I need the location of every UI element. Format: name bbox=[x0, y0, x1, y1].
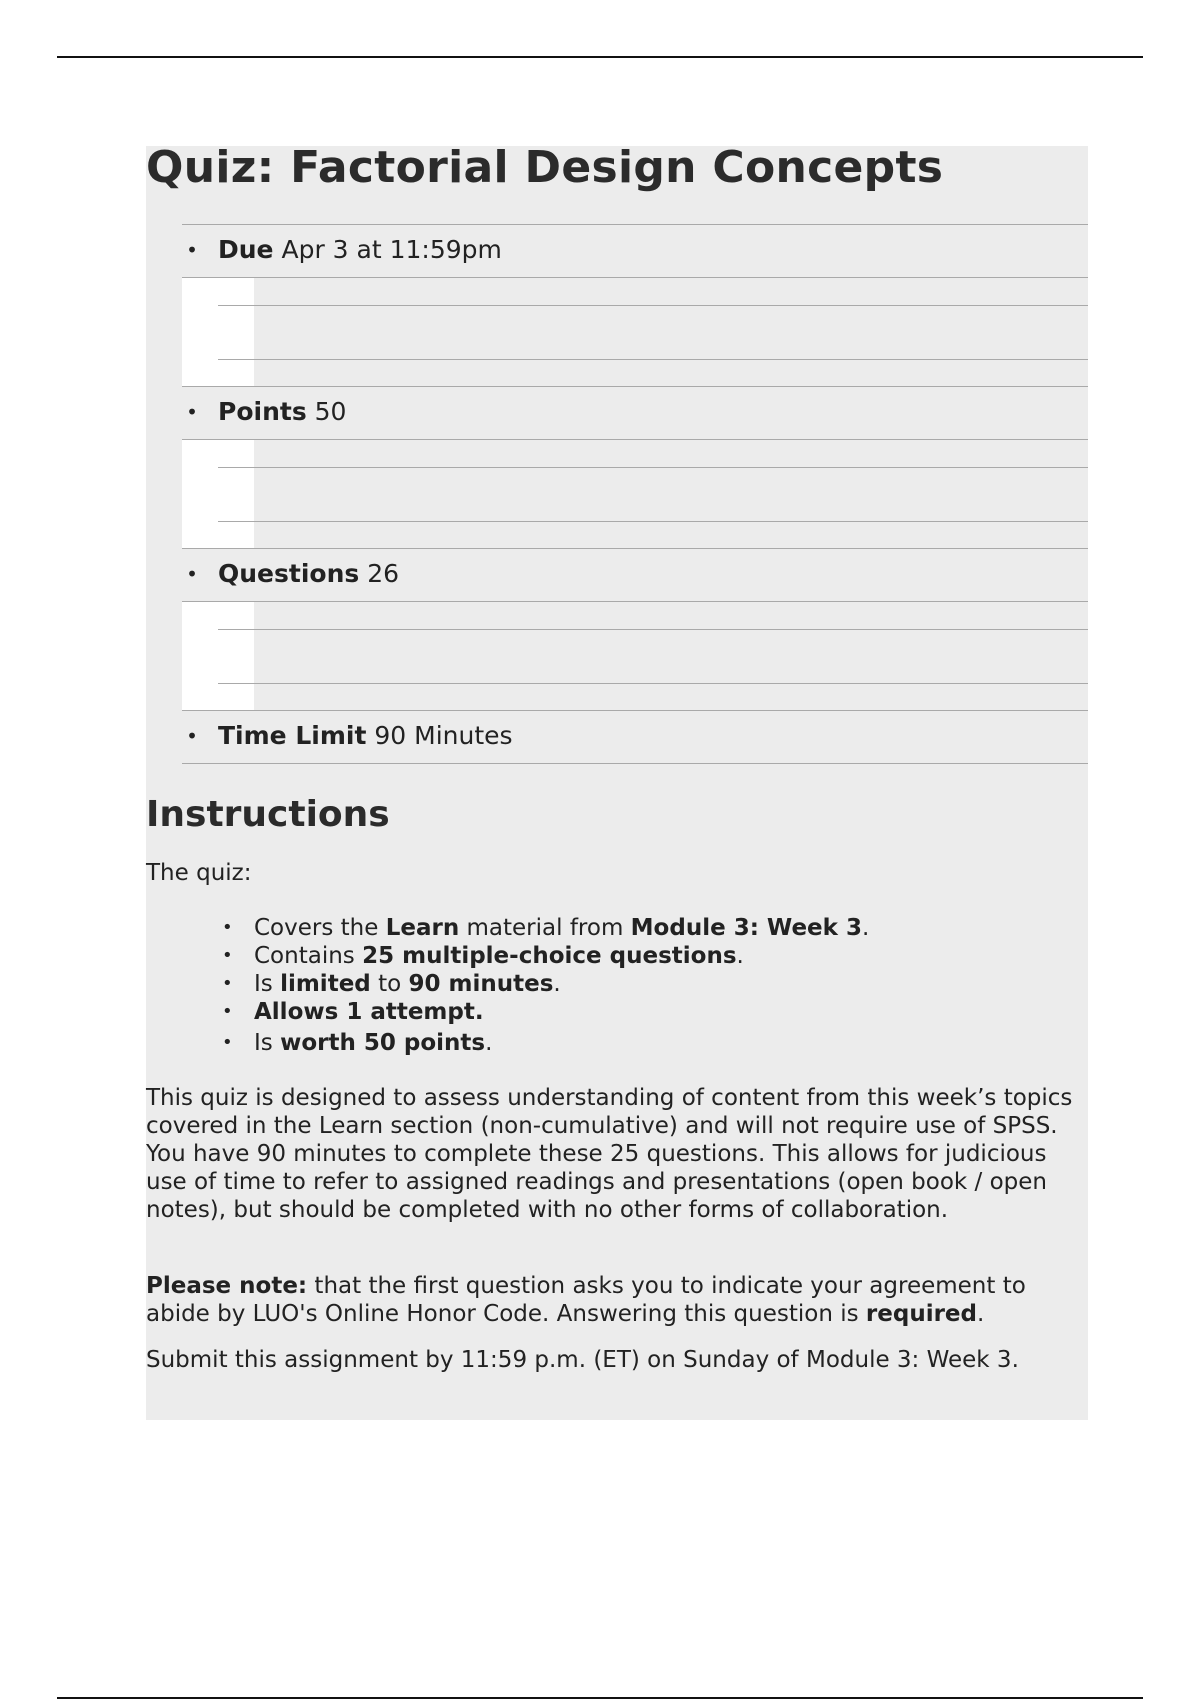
row-divider bbox=[218, 683, 1088, 684]
detail-label: Time Limit bbox=[218, 721, 367, 750]
description-paragraph: This quiz is designed to assess understanding of content from this week’s topics covered in the Learn section (non-cumulative) and will not require use of SPSS. You have 90 minutes to complete these 25 questions. This allows for judicious use of time to refer to assigned readings and presentations (open book / open notes), but should be completed with no other forms of collaboration. bbox=[146, 1085, 1073, 1223]
detail-due bbox=[182, 224, 1088, 278]
detail-points bbox=[182, 386, 1088, 440]
bullet-icon: • bbox=[186, 238, 198, 262]
detail-value: 26 bbox=[367, 559, 400, 588]
row-divider bbox=[218, 305, 1088, 306]
bullet-icon: • bbox=[186, 562, 198, 586]
bottom-divider bbox=[57, 1697, 1143, 1699]
detail-time-limit bbox=[182, 710, 1088, 764]
detail-label: Points bbox=[218, 397, 307, 426]
list-item: • Is worth 50 points. bbox=[222, 1030, 493, 1056]
row-divider bbox=[218, 521, 1088, 522]
instructions-list bbox=[222, 914, 869, 1057]
row-divider bbox=[218, 629, 1088, 630]
detail-questions bbox=[182, 548, 1088, 602]
row-divider bbox=[218, 467, 1088, 468]
list-item: • Covers the Learn material from Module 3: Week 3. bbox=[222, 915, 870, 941]
instructions-heading: Instructions bbox=[146, 794, 390, 835]
bullet-icon: • bbox=[222, 945, 233, 966]
list-item: • Allows 1 attempt. bbox=[222, 999, 484, 1025]
bullet-icon: • bbox=[222, 973, 233, 994]
top-divider bbox=[57, 56, 1143, 58]
list-item: • Is limited to 90 minutes. bbox=[222, 971, 561, 997]
note-paragraph: Please note: that the first question asks you to indicate your agreement to abide by LUO's Online Honor Code. Answering this question is required. bbox=[146, 1273, 1026, 1327]
bullet-icon: • bbox=[186, 724, 198, 748]
bullet-icon: • bbox=[222, 1001, 233, 1022]
quiz-title: Quiz: Factorial Design Concepts bbox=[146, 142, 944, 193]
note-label: Please note: bbox=[146, 1273, 308, 1299]
detail-value: Apr 3 at 11:59pm bbox=[281, 235, 502, 264]
submit-paragraph: Submit this assignment by 11:59 p.m. (ET) on Sunday of Module 3: Week 3. bbox=[146, 1347, 1019, 1373]
detail-label: Questions bbox=[218, 559, 360, 588]
detail-value: 50 bbox=[314, 397, 347, 426]
detail-label: Due bbox=[218, 235, 274, 264]
list-item: • Contains 25 multiple-choice questions. bbox=[222, 943, 744, 969]
instructions-intro: The quiz: bbox=[146, 860, 252, 886]
spacer bbox=[182, 440, 254, 548]
spacer bbox=[182, 602, 254, 710]
detail-value: 90 Minutes bbox=[374, 721, 513, 750]
bullet-icon: • bbox=[222, 1032, 233, 1053]
bullet-icon: • bbox=[186, 400, 198, 424]
quiz-panel bbox=[146, 142, 1088, 1420]
spacer bbox=[182, 278, 254, 386]
row-divider bbox=[218, 359, 1088, 360]
bullet-icon: • bbox=[222, 917, 233, 938]
